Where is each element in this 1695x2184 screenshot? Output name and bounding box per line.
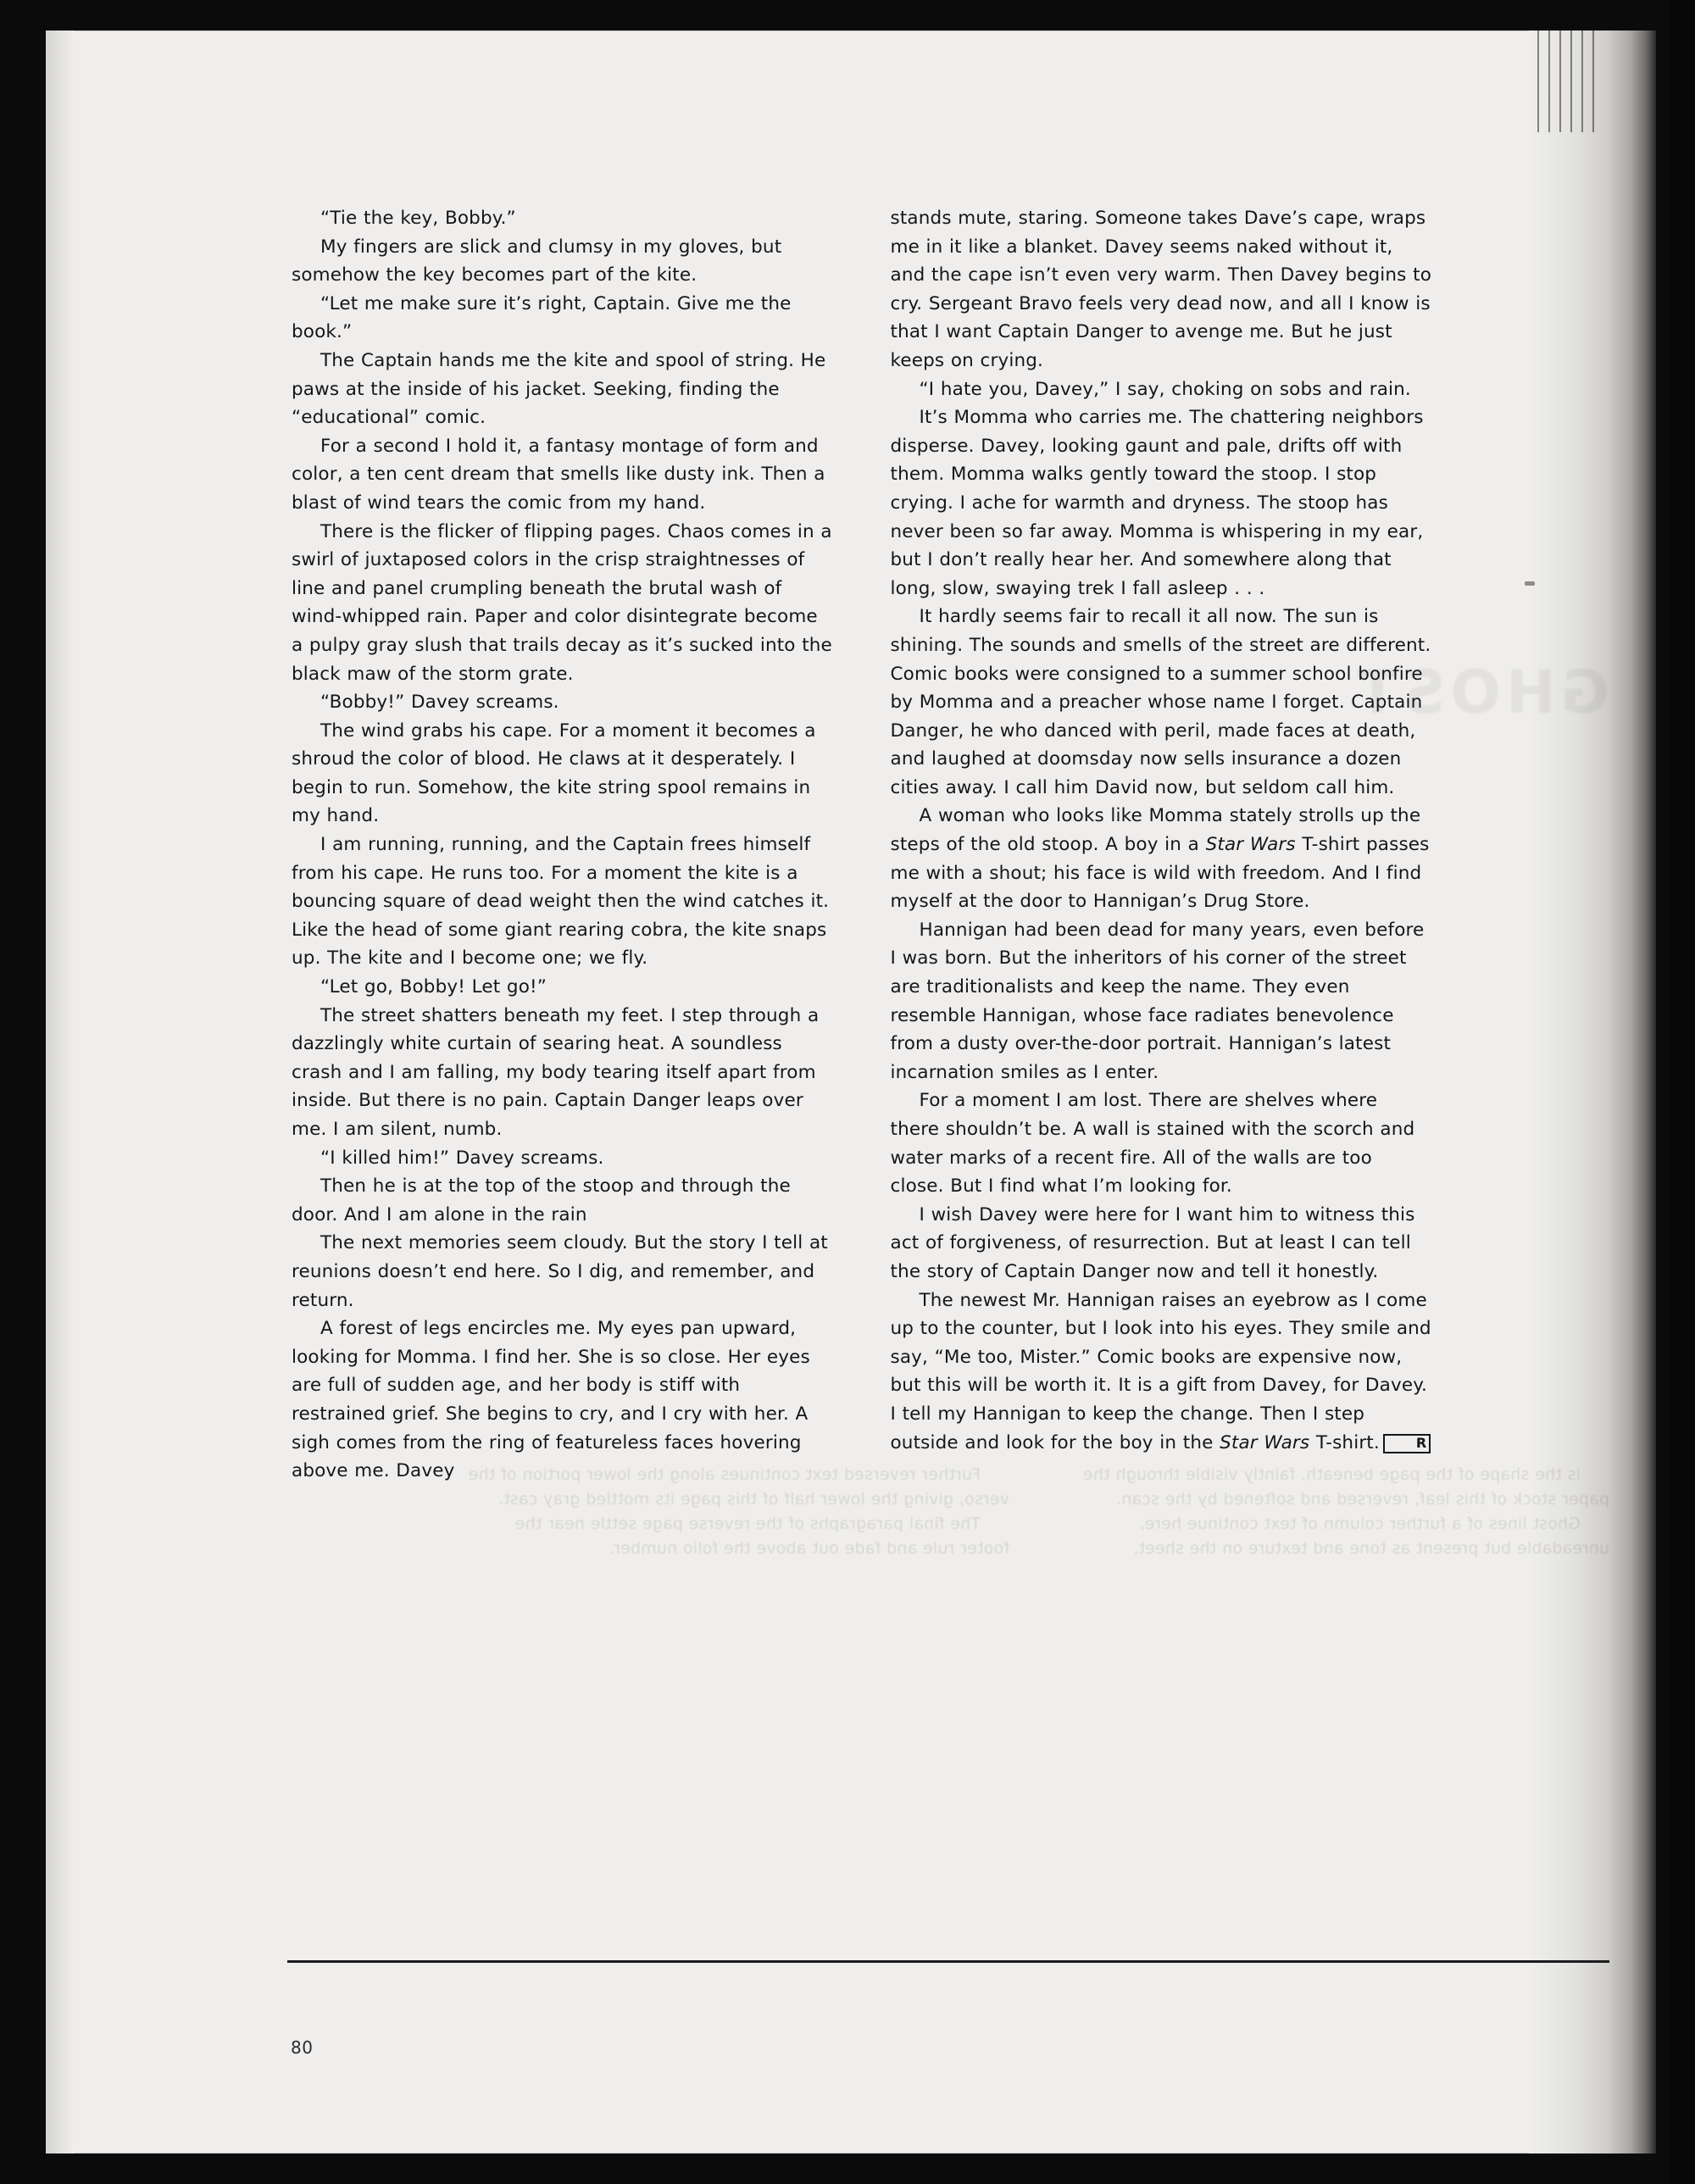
page-edge-nick — [1525, 581, 1535, 586]
paragraph: A woman who looks like Momma stately strolls up the steps of the old stoop. A boy in a Star Wars T-shirt passes me with a shout; his face is wild with freedom. And I find myself at the door to Hannigan’s Drug Store. — [890, 805, 1430, 913]
paragraph: Then he is at the top of the stoop and through the door. And I am alone in the rain — [292, 1175, 791, 1225]
paragraph: The wind grabs his cape. For a moment it becomes a shroud the color of blood. He claws at it desperately. I begin to run. Somehow, the kite string spool remains in my hand. — [292, 720, 816, 827]
binding-dark-edge — [1670, 0, 1695, 2184]
binding-gutter-shadow — [1529, 31, 1656, 2153]
paragraph: There is the flicker of flipping pages. Chaos comes in a swirl of juxtaposed colors in the crisp straightnesses of line and panel crumpling beneath the brutal wash of wind-whipped rain. Paper and color disintegrate become a pulpy gray slush that trails decay as it’s sucked into the black maw of the storm grate. — [292, 520, 832, 685]
showthrough-paragraph: is the shape of the page beneath, faintly visible through the paper stock of this leaf, reversed and softened by the scan. — [1082, 1465, 1609, 1509]
paragraph: It’s Momma who carries me. The chattering neighbors disperse. Davey, looking gaunt and pale, drifts off with them. Momma walks gently toward the stoop. I stop crying. I ache for warmth and dryness. The stoop has never been so far away. Momma is whispering in my ear, but I don’t really hear her. And somewhere along that long, slow, swaying trek I fall asleep . . . — [890, 407, 1424, 599]
showthrough-column-right — [467, 1463, 1009, 1937]
paragraph-final — [891, 1287, 1432, 1458]
paragraph: My fingers are slick and clumsy in my gloves, but somehow the key becomes part of the kite. — [292, 236, 782, 286]
paragraph: The Captain hands me the kite and spool of string. He paws at the inside of his jacket. Seeking, finding the “educational” comic. — [292, 349, 826, 429]
gutter-registration-marks — [1537, 31, 1597, 132]
paragraph-text: The newest Mr. Hannigan raises an eyebrow as I come up to the counter, but I look into his eyes. They smile and say, “Me too, Mister.” Comic books are expensive now, but this will be worth it. It is a gift from Davey, for Davey. I tell my Hannigan to keep the change. Then I step outside and look for the boy in the Star Wars T-shirt. — [890, 1289, 1431, 1453]
paragraph: For a second I hold it, a fantasy montage of form and color, a ten cent dream that smells like dusty ink. Then a blast of wind tears the comic from my hand. — [292, 435, 825, 514]
paragraph: For a moment I am lost. There are shelves where there shouldn’t be. A wall is stained with the scorch and water marks of a recent fire. All of the walls are too close. But I find what I’m looking for. — [890, 1090, 1415, 1198]
paragraph: “Let me make sure it’s right, Captain. Give me the book.” — [292, 292, 792, 343]
page-number: 80 — [291, 2037, 314, 2058]
paragraph: “I killed him!” Davey screams. — [320, 1147, 604, 1169]
showthrough-column-left — [1067, 1463, 1609, 1937]
paragraph: “Tie the key, Bobby.” — [320, 208, 516, 229]
column-right — [891, 204, 1432, 1486]
paragraph: Hannigan had been dead for many years, even before I was born. But the inheritors of his corner of the street are traditionalists and keep the name. They even resemble Hannigan, whose face radiates benevolence from a dusty over-the-door portrait. Hannigan’s latest incarnation smiles as I enter. — [890, 919, 1425, 1083]
paragraph: The street shatters beneath my feet. I step through a dazzlingly white curtain of searing heat. A soundless crash and I am falling, my body tearing itself apart from inside. But there is no pain. Captain Danger leaps over me. I am silent, numb. — [292, 1004, 820, 1140]
paragraph: I am running, running, and the Captain frees himself from his cape. He runs too. For a moment the kite is a bouncing square of dead weight then the wind catches it. Like the head of some giant rearing cobra, the kite snaps up. The kite and I become one; we fly. — [292, 834, 830, 970]
paragraph: “Bobby!” Davey screams. — [320, 692, 559, 714]
paragraph-continued: stands mute, staring. Someone takes Dave’s cape, wraps me in it like a blanket. Davey seems naked without it, and the cape isn’t even very warm. Then Davey begins to cry. Sergeant Bravo feels very dead now, and all I know is that I want Captain Danger to avenge me. But he just keeps on crying. — [890, 208, 1432, 371]
showthrough-paragraph: Further reversed text continues along the lower portion of the verso, giving the lower half of this page its mottled gray cast. — [468, 1465, 1009, 1509]
paragraph: The next memories seem cloudy. But the story I tell at reunions doesn’t end here. So I dig, and remember, and return. — [292, 1232, 828, 1311]
paragraph: It hardly seems fair to recall it all now. The sun is shining. The sounds and smells of the street are different. Comic books were consigned to a summer school bonfire by Momma and a preacher whose name I forget. Captain Danger, he who danced with peril, made faces at death, and laughed at doomsday now sells insurance a dozen cities away. I call him David now, but seldom call him. — [890, 606, 1431, 798]
paragraph: A forest of legs encircles me. My eyes pan upward, looking for Momma. I find her. She is so close. Her eyes are full of sudden age, and her body is stiff with restrained grief. She begins to cry, and I cry with her. A sigh comes from the ring of featureless faces hovering above me. Davey — [292, 1318, 810, 1482]
paragraph: I wish Davey were here for I want him to witness this act of forgiveness, of resurrection. But at least I can tell the story of Captain Danger now and tell it honestly. — [890, 1203, 1415, 1282]
showthrough-paragraph: Ghost lines of a further column of text continue here, unreadable but present as tone and texture on the sheet. — [1133, 1514, 1609, 1558]
article-body — [292, 204, 1431, 1486]
footer-rule — [287, 1960, 1609, 1963]
showthrough-reverse-text — [287, 1463, 1609, 1937]
showthrough-paragraph: The final paragraphs of the reverse page settle near the footer rule and fade out above the folio number. — [514, 1514, 1009, 1558]
paragraph: “Let go, Bobby! Let go!” — [320, 976, 547, 998]
end-mark-icon: R — [1383, 1434, 1431, 1453]
paragraph: “I hate you, Davey,” I say, choking on sobs and rain. — [919, 378, 1411, 400]
column-left — [292, 204, 833, 1486]
showthrough-banner: GHOST — [1352, 658, 1609, 727]
page-left-edge-shadow — [46, 31, 75, 2153]
page-sheet — [46, 31, 1656, 2153]
